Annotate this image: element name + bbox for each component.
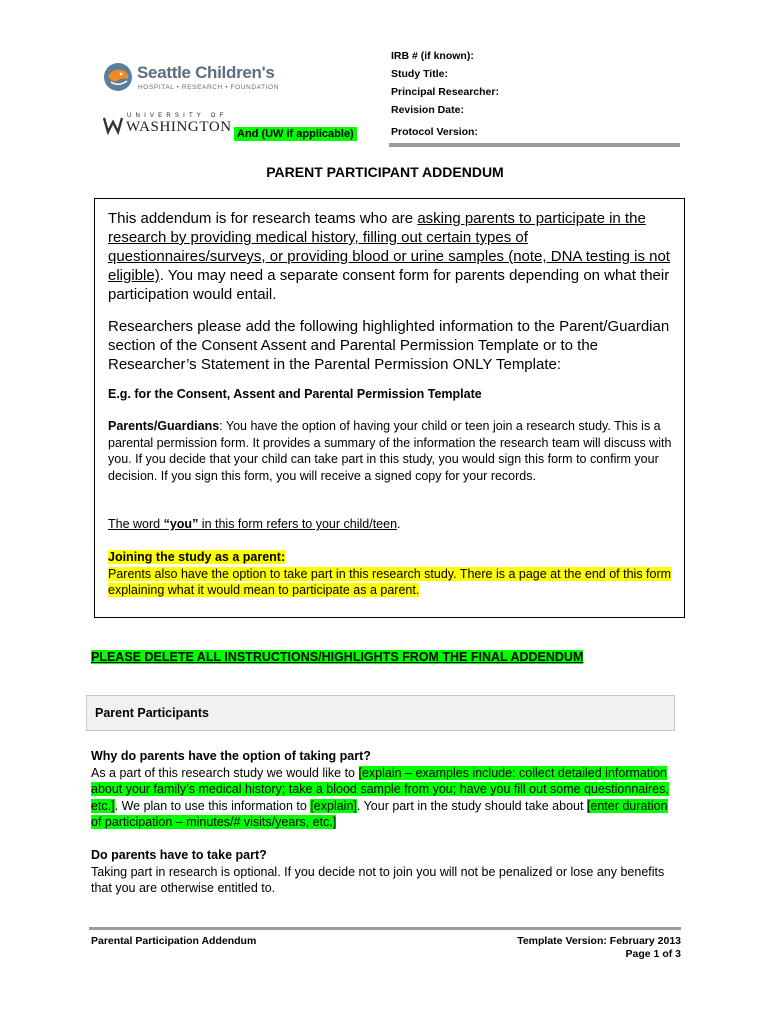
footer-page-number: Page 1 of 3 <box>625 948 681 960</box>
parent-participants-label: Parent Participants <box>95 706 209 720</box>
you-word: “you” <box>163 517 199 531</box>
instructions-box <box>94 198 685 618</box>
parents-guardians-text: : You have the option of having your child or teen join a research study. This is a parental permission form. It provides a summary of the information the research team will discuss with you. If you decide that your child can take part in this study, you would sign this form to confirm your decision. If you sign this form, you will receive a signed copy for your records. <box>108 419 672 483</box>
intro-text-start: This addendum is for research teams who are <box>108 210 418 227</box>
seattle-childrens-name: Seattle Children's <box>137 63 275 82</box>
intro-underlined-text: asking parents to participate in the research by providing medical history, filling out certain types of questionnaires/surveys, or providing blood or urine samples (note, DNA testing is not eligible) <box>108 210 670 284</box>
intro-paragraph <box>108 209 678 304</box>
uw-university-of: UNIVERSITY OF <box>127 113 228 119</box>
have-to-heading: Do parents have to take part? <box>91 848 267 862</box>
uw-applicable-note: And (UW if applicable) <box>234 127 357 141</box>
why-highlight-explain: [explain] <box>310 798 357 813</box>
you-definition-line <box>108 517 401 531</box>
delete-instructions-notice: PLEASE DELETE ALL INSTRUCTIONS/HIGHLIGHTS FROM THE FINAL ADDENDUM <box>91 650 584 664</box>
why-parents-heading: Why do parents have the option of taking part? <box>91 749 371 763</box>
joining-study-text: Parents also have the option to take part in this research study. There is a page at the end of this form explaining what it would mean to participate as a parent. <box>108 566 672 597</box>
footer-version-info <box>517 935 681 961</box>
seattle-childrens-logo <box>103 62 283 96</box>
why-text-1: As a part of this research study we would like to <box>91 765 359 780</box>
joining-study-block <box>108 549 678 599</box>
footer-divider <box>89 927 681 930</box>
parents-guardians-paragraph <box>108 418 673 484</box>
you-post-text: in this form refers to your child/teen <box>198 517 398 531</box>
uw-logo <box>103 113 238 137</box>
why-highlight-explain-examples: [explain – examples include: collect detailed information about your family’s medical history; take a blood sample from you; have you fill out some questionnaires, etc.] <box>91 765 669 813</box>
parents-guardians-label: Parents/Guardians <box>108 419 220 433</box>
parent-participants-section-header <box>86 695 675 731</box>
researcher-instruction-paragraph: Researchers please add the following highlighted information to the Parent/Guardian section of the Consent Assent and Parental Permission Template or to the Researcher’s Statement in the Parental Permission ONLY Template: <box>108 318 670 373</box>
footer-template-version: Template Version: February 2013 <box>517 935 681 947</box>
document-title: PARENT PARTICIPANT ADDENDUM <box>266 164 504 180</box>
seattle-childrens-whale-icon <box>103 62 133 92</box>
uw-washington: WASHINGTON <box>126 119 232 135</box>
you-period: . <box>397 517 401 531</box>
protocol-version-label: Protocol Version: <box>391 126 478 138</box>
example-heading: E.g. for the Consent, Assent and Parental Permission Template <box>108 387 482 401</box>
why-text-3: . Your part in the study should take about <box>356 798 587 813</box>
revision-date-label: Revision Date: <box>391 104 464 116</box>
why-highlight-duration: [enter duration of participation – minutes/# visits/years, etc.] <box>91 798 668 829</box>
joining-study-heading: Joining the study as a parent: <box>108 550 286 564</box>
protocol-info-fields <box>391 50 499 144</box>
irb-number-label: IRB # (if known): <box>391 50 474 62</box>
footer-document-name: Parental Participation Addendum <box>91 935 257 947</box>
why-parents-section <box>91 748 681 831</box>
principal-researcher-label: Principal Researcher: <box>391 86 499 98</box>
header-divider <box>389 143 680 147</box>
seattle-childrens-tagline: HOSPITAL • RESEARCH • FOUNDATION <box>138 84 280 91</box>
uw-w-icon <box>103 115 123 135</box>
intro-text-end: . You may need a separate consent form for parents depending on what their participation would entail. <box>108 267 670 303</box>
have-to-take-part-section <box>91 847 681 897</box>
you-pre-text: The word <box>108 517 164 531</box>
study-title-label: Study Title: <box>391 68 448 80</box>
why-text-2: . We plan to use this information to <box>114 798 311 813</box>
have-to-text: Taking part in research is optional. If you decide not to join you will not be penalized or lose any benefits that you are otherwise entitled to. <box>91 864 665 895</box>
